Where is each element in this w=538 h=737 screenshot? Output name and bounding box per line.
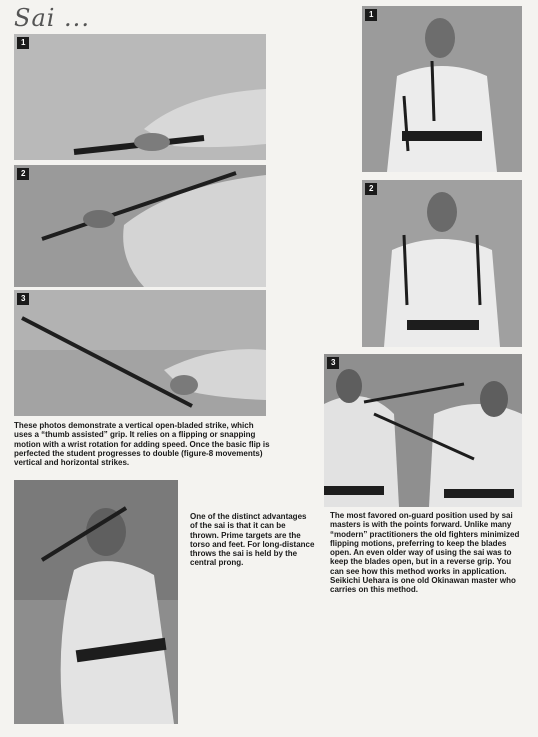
photo-throw-image: [14, 480, 178, 724]
photo-throw: [14, 480, 178, 724]
photo-application: [324, 354, 522, 507]
photo-number: 3: [327, 357, 339, 369]
photo-stance-1: [362, 6, 522, 172]
photo-number: 3: [17, 293, 29, 305]
photo-number: 2: [17, 168, 29, 180]
photo-strike-1-image: [14, 34, 266, 160]
caption-thrown: One of the distinct advantages of the sai is that it can be thrown. Prime targets are the torso and feet. For long-distance throws the sai is held by the central prong.: [190, 512, 315, 568]
photo-strike-2-image: [14, 165, 266, 287]
page-title: Sai ...: [14, 4, 90, 32]
photo-number: 1: [365, 9, 377, 21]
photo-strike-1: [14, 34, 266, 160]
photo-application-image: [324, 354, 522, 507]
photo-stance-2: [362, 180, 522, 347]
photo-strike-3: [14, 290, 266, 416]
caption-strike: These photos demonstrate a vertical open-bladed strike, which uses a “thumb assisted” grip. It relies on a flipping or snapping motion with a wrist rotation for adding speed. Once the basic flip is perfected the student progresses to double (figure-8 movements) vertical and horizontal strikes.: [14, 421, 270, 468]
photo-strike-3-image: [14, 290, 266, 416]
photo-number: 1: [17, 37, 29, 49]
photo-stance-1-image: [362, 6, 522, 172]
photo-number: 2: [365, 183, 377, 195]
photo-stance-2-image: [362, 180, 522, 347]
caption-guard: The most favored on-guard position used by sai masters is with the points forward. Unlike many “modern” practitioners the old fighters minimized flipping motions, preferring to keep the blades open. An even older way of using the sai was to keep the blades open, but in a reverse grip. You can see how this method works in application. Seikichi Uehara is one old Okinawan master who carries on this method.: [330, 511, 520, 595]
photo-strike-2: [14, 165, 266, 287]
